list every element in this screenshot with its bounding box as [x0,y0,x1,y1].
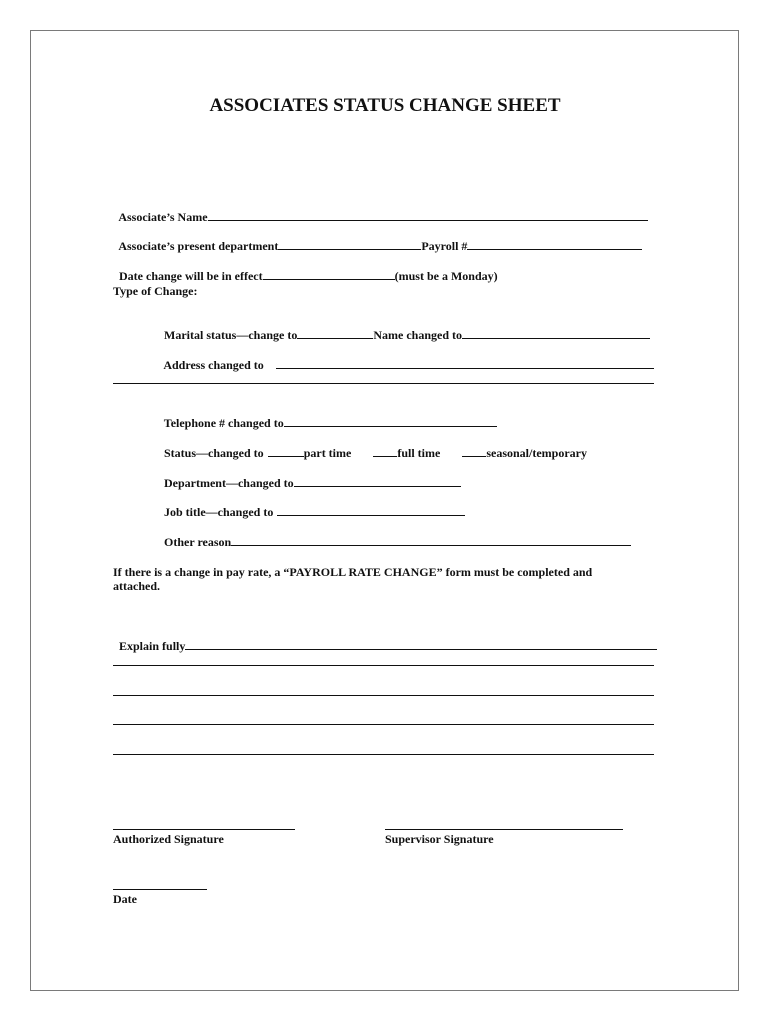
authorized-signature-label: Authorized Signature [113,832,224,846]
telephone-field[interactable] [284,415,497,427]
explain-line-5[interactable] [113,754,654,755]
part-time-label: part time [303,446,352,460]
pay-rate-note-continued: attached. [113,579,160,593]
seasonal-label: seasonal/temporary [486,446,587,460]
date-change-field[interactable] [263,268,395,280]
associate-name-label: Associate’s Name [118,210,208,224]
date-signature-label: Date [113,892,137,906]
explain-label: Explain fully [119,639,186,653]
part-time-blank[interactable] [268,445,304,457]
telephone-row [158,401,497,430]
name-changed-label: Name changed to [373,328,462,342]
job-title-label: Job title—changed to [164,505,274,519]
monday-note: (must be a Monday) [394,269,498,283]
address-row [158,343,654,372]
department-label: Department—changed to [164,476,294,490]
department-field[interactable] [294,475,461,487]
address-field[interactable] [276,357,654,369]
other-reason-field[interactable] [231,534,631,546]
marital-status-field[interactable] [297,327,373,339]
associate-name-row [113,195,648,224]
present-department-field[interactable] [278,238,421,250]
seasonal-blank[interactable] [462,445,486,457]
form-title: ASSOCIATES STATUS CHANGE SHEET [209,95,561,116]
job-title-row [158,490,465,519]
date-signature-line[interactable] [113,889,207,890]
address-label: Address changed to [163,358,264,372]
address-continuation-line[interactable] [113,383,654,384]
date-change-label: Date change will be in effect [119,269,263,283]
payroll-field[interactable] [467,238,642,250]
present-department-label: Associate’s present department [118,239,279,253]
department-row [158,461,461,490]
authorized-signature-line[interactable] [113,829,295,830]
job-title-field[interactable] [277,504,465,516]
other-reason-label: Other reason [164,535,232,549]
name-changed-field[interactable] [462,327,650,339]
explain-field[interactable] [185,638,657,650]
supervisor-signature-line[interactable] [385,829,623,830]
pay-rate-note: If there is a change in pay rate, a “PAYROLL RATE CHANGE” form must be completed and [113,565,593,579]
department-payroll-row [113,224,642,253]
payroll-label: Payroll # [421,239,468,253]
status-row [158,431,587,460]
other-reason-row [158,520,631,549]
telephone-label: Telephone # changed to [163,416,284,430]
explain-line-4[interactable] [113,724,654,725]
marital-name-row [158,313,650,342]
explain-row [113,624,657,653]
type-of-change-label: Type of Change: [113,284,198,298]
full-time-label: full time [397,446,441,460]
supervisor-signature-label: Supervisor Signature [385,832,494,846]
status-label: Status—changed to [164,446,264,460]
full-time-blank[interactable] [373,445,397,457]
date-change-row [113,254,498,283]
explain-line-2[interactable] [113,665,654,666]
associate-name-field[interactable] [208,209,648,221]
explain-line-3[interactable] [113,695,654,696]
marital-status-label: Marital status—change to [164,328,298,342]
